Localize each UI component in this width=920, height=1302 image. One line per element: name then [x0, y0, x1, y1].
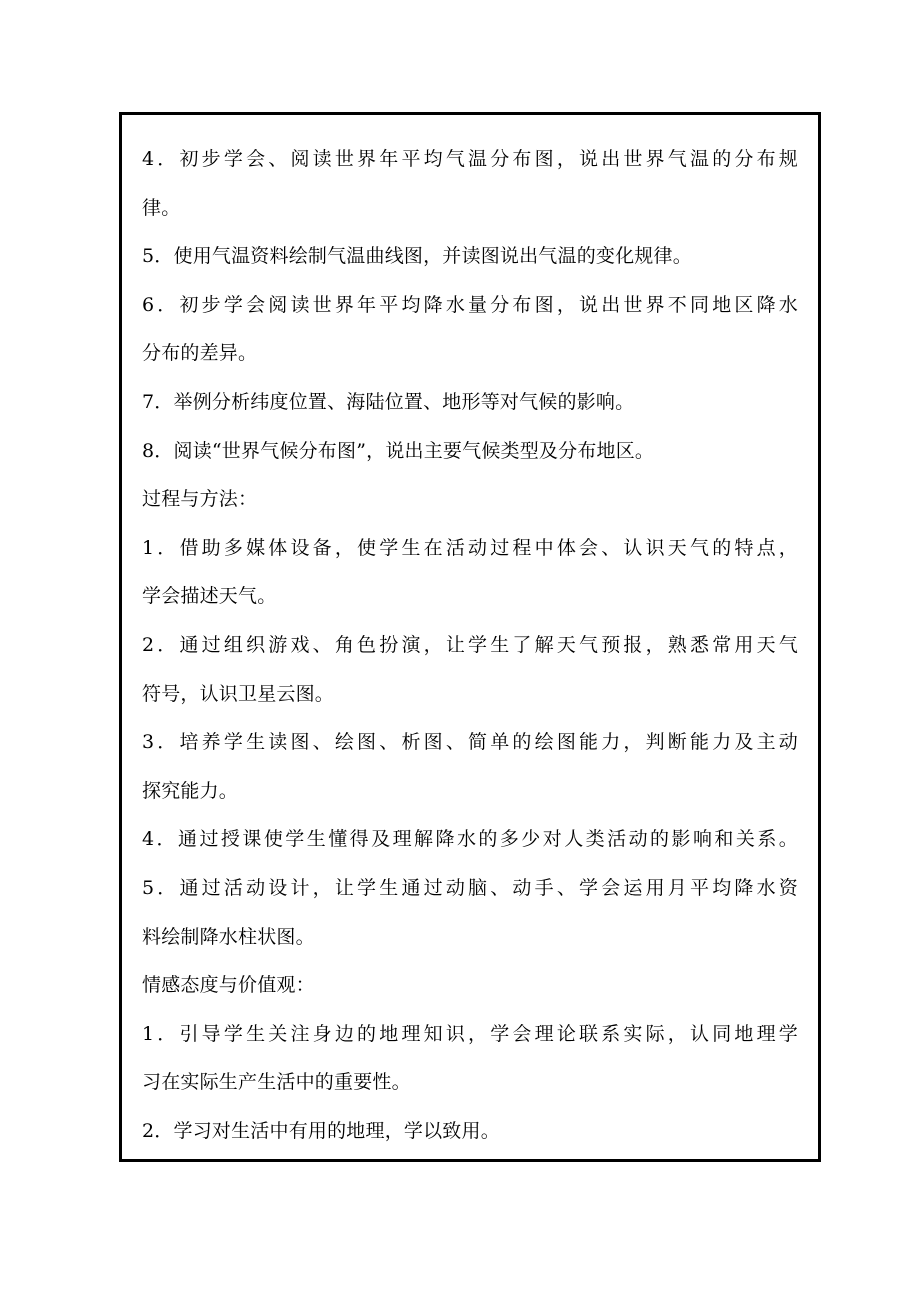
text-line: 1．引导学生关注身边的地理知识，学会理论联系实际，认同地理学: [142, 1022, 798, 1045]
text-line: 4．初步学会、阅读世界年平均气温分布图，说出世界气温的分布规: [142, 148, 798, 170]
text-line: 2．学习对生活中有用的地理，学以致用。: [142, 1119, 500, 1142]
text-line: 律。: [142, 196, 181, 219]
text-line: 8．阅读“世界气候分布图”，说出主要气候类型及分布地区。: [142, 439, 655, 462]
document-body: [142, 135, 798, 1155]
text-line: 探究能力。: [142, 779, 239, 802]
text-line: 7．举例分析纬度位置、海陆位置、地形等对气候的影响。: [142, 390, 635, 413]
text-line: 2．通过组织游戏、角色扮演，让学生了解天气预报，熟悉常用天气: [142, 633, 798, 656]
text-line: 符号，认识卫星云图。: [142, 682, 335, 705]
text-line: 3．培养学生读图、绘图、析图、简单的绘图能力，判断能力及主动: [142, 731, 798, 754]
document-frame: [119, 112, 821, 1162]
text-line: 学会描述天气。: [142, 585, 277, 608]
section-heading: 情感态度与价值观：: [142, 974, 315, 997]
text-line: 料绘制降水柱状图。: [142, 925, 315, 948]
text-line: 4．通过授课使学生懂得及理解降水的多少对人类活动的影响和关系。: [142, 828, 798, 851]
text-line: 习在实际生产生活中的重要性。: [142, 1071, 411, 1094]
section-heading: 过程与方法：: [142, 488, 258, 511]
text-line: 6．初步学会阅读世界年平均降水量分布图，说出世界不同地区降水: [142, 293, 798, 316]
text-line: 5．使用气温资料绘制气温曲线图，并读图说出气温的变化规律。: [142, 245, 692, 268]
text-line: 分布的差异。: [142, 342, 258, 365]
text-line: 5．通过活动设计，让学生通过动脑、动手、学会运用月平均降水资: [142, 876, 798, 899]
text-line: 1．借助多媒体设备，使学生在活动过程中体会、认识天气的特点，: [142, 536, 798, 559]
